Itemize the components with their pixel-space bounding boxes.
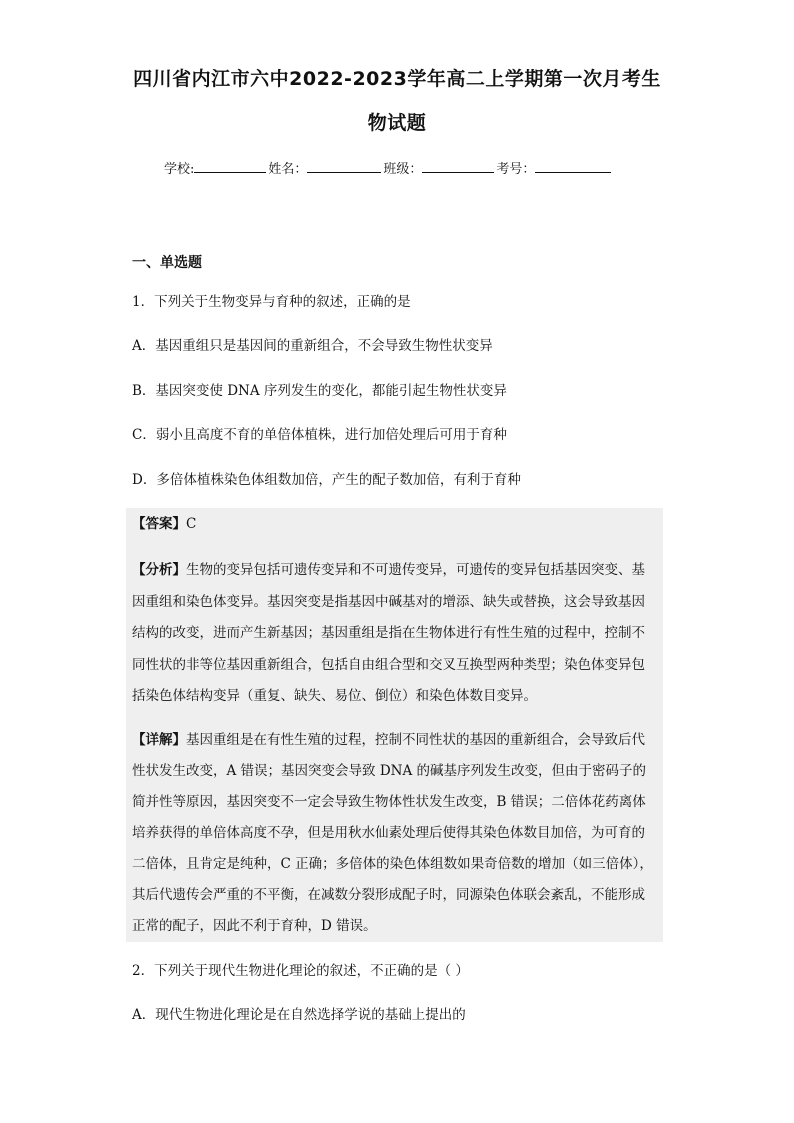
class-label: 班级： xyxy=(383,162,423,177)
detail-line-2: 性状发生改变，A 错误；基因突变会导致 DNA 的碱基序列发生改变，但由于密码子的 xyxy=(132,763,647,779)
detail-line-1 xyxy=(132,730,645,750)
class-blank[interactable] xyxy=(422,158,494,173)
answer-tag: 【答案】 xyxy=(132,516,186,532)
name-label: 姓名： xyxy=(268,162,308,177)
detail-line-3: 简并性等原因，基因突变不一定会导致生物体性状发生改变，B 错误；二倍体花药离体 xyxy=(132,794,646,810)
question-1-option-b: B．基因突变使 DNA 序列发生的变化，都能引起生物性状变异 xyxy=(132,383,507,399)
analysis-line-1 xyxy=(132,560,645,580)
detail-line-4: 培养获得的单倍体高度不孕，但是用秋水仙素处理后使得其染色体数目加倍，为可育的 xyxy=(132,825,645,841)
student-info-row xyxy=(164,158,613,180)
analysis-line-5: 括染色体结构变异（重复、缺失、易位、倒位）和染色体数目变异。 xyxy=(132,688,537,704)
question-1-option-c: C．弱小且高度不育的单倍体植株，进行加倍处理后可用于育种 xyxy=(132,427,507,443)
document-title-line-1: 四川省内江市六中2022-2023学年高二上学期第一次月考生 xyxy=(133,68,661,90)
answer-value: C xyxy=(186,516,197,532)
detail-line-5: 二倍体，且肯定是纯种，C 正确；多倍体的染色体组数如果奇倍数的增加（如三倍体）， xyxy=(132,856,653,872)
number-label: 考号： xyxy=(496,162,536,177)
question-1-option-a: A．基因重组只是基因间的重新组合，不会导致生物性状变异 xyxy=(132,338,493,354)
section-title: 一、单选题 xyxy=(132,255,202,271)
analysis-tag: 【分析】 xyxy=(132,562,186,578)
detail-text: 基因重组是在有性生殖的过程，控制不同性状的基因的重新组合，会导致后代 xyxy=(186,732,645,748)
question-1-option-d: D．多倍体植株染色体组数加倍，产生的配子数加倍，有利于育种 xyxy=(132,472,521,488)
number-blank[interactable] xyxy=(535,158,611,173)
detail-line-6: 其后代遗传会严重的不平衡，在减数分裂形成配子时，同源染色体联会紊乱，不能形成 xyxy=(132,887,645,903)
school-label: 学校: xyxy=(164,162,195,177)
analysis-text: 生物的变异包括可遗传变异和不可遗传变异，可遗传的变异包括基因突变、基 xyxy=(186,562,645,578)
detail-line-7: 正常的配子，因此不利于育种，D 错误。 xyxy=(132,918,377,934)
analysis-line-4: 同性状的非等位基因重新组合，包括自由组合型和交叉互换型两种类型；染色体变异包 xyxy=(132,657,645,673)
analysis-line-3: 结构的改变，进而产生新基因；基因重组是指在生物体进行有性生殖的过程中，控制不 xyxy=(132,625,645,641)
school-blank[interactable] xyxy=(194,158,266,173)
document-title-line-2: 物试题 xyxy=(367,112,427,134)
question-2-option-a: A．现代生物进化理论是在自然选择学说的基础上提出的 xyxy=(132,1007,466,1023)
question-1-stem: 1．下列关于生物变异与育种的叙述，正确的是 xyxy=(132,294,411,310)
name-blank[interactable] xyxy=(307,158,381,173)
question-2-stem: 2．下列关于现代生物进化理论的叙述，不正确的是（ ） xyxy=(132,963,469,979)
detail-tag: 【详解】 xyxy=(132,732,186,748)
answer-line xyxy=(132,514,196,534)
analysis-line-2: 因重组和染色体变异。基因突变是指基因中碱基对的增添、缺失或替换，这会导致基因 xyxy=(132,594,645,610)
